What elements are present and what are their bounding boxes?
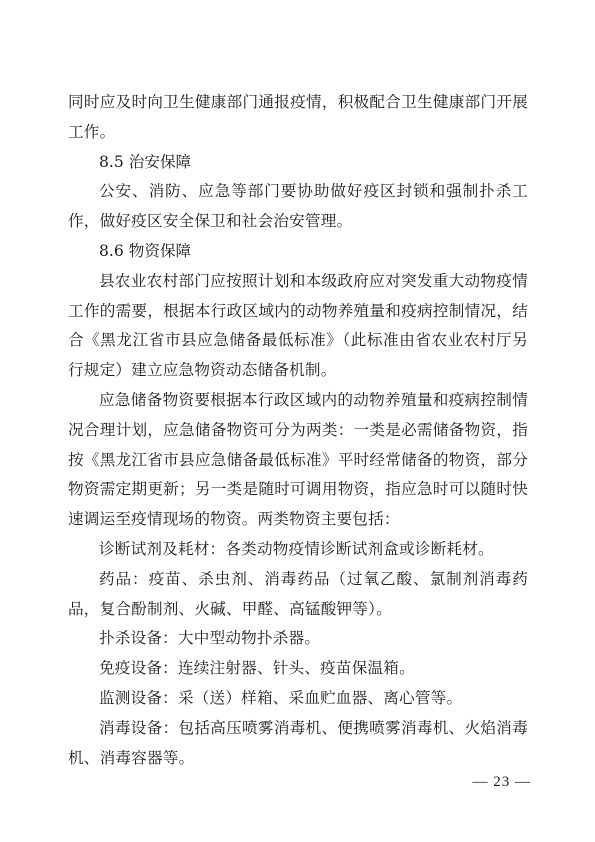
paragraph-monitoring-equipment: 监测设备：采（送）样箱、采血贮血器、离心管等。 <box>99 688 463 707</box>
section-heading-8-6: 8.6 物资保障 <box>99 241 192 260</box>
paragraph-material-reserve: 县农业农村部门应按照计划和本级政府应对突发重大动物疫情工作的需要，根据本行政区域内的动物养殖量和疫病控制情况，结合《黑龙江省市县应急储备最低标准》（此标准由省农业农村厅另行规定）建立应急物资动态储备机制。 <box>68 271 528 380</box>
page-number: — 23 — <box>472 774 531 790</box>
document-body <box>68 88 528 773</box>
section-heading-8-5: 8.5 治安保障 <box>99 152 192 171</box>
paragraph-culling-equipment: 扑杀设备：大中型动物扑杀器。 <box>99 629 321 648</box>
paragraph-immunization-equipment: 免疫设备：连续注射器、针头、疫苗保温箱。 <box>99 659 415 678</box>
paragraph-public-security: 公安、消防、应急等部门要协助做好疫区封锁和强制扑杀工作，做好疫区安全保卫和社会治安管理。 <box>68 182 528 231</box>
paragraph-continued: 同时应及时向卫生健康部门通报疫情，积极配合卫生健康部门开展工作。 <box>68 93 528 141</box>
paragraph-reserve-categories: 应急储备物资要根据本行政区域内的动物养殖量和疫病控制情况合理计划，应急储备物资可分为两类：一类是必需储备物资，指按《黑龙江省市县应急储备最低标准》平时经常储备的物资，部分物资需定期更新；另一类是随时可调用物资，指应急时可以随时快速调运至疫情现场的物资。两类物资主要包括： <box>68 390 528 529</box>
paragraph-disinfection-equipment: 消毒设备：包括高压喷雾消毒机、便携喷雾消毒机、火焰消毒机、消毒容器等。 <box>68 718 528 767</box>
paragraph-drugs: 药品：疫苗、杀虫剂、消毒药品（过氧乙酸、氯制剂消毒药品，复合酚制剂、火碱、甲醛、高锰酸钾等）。 <box>68 569 528 618</box>
paragraph-diagnostic-reagents: 诊断试剂及耗材：各类动物疫情诊断试剂盒或诊断耗材。 <box>99 539 494 558</box>
